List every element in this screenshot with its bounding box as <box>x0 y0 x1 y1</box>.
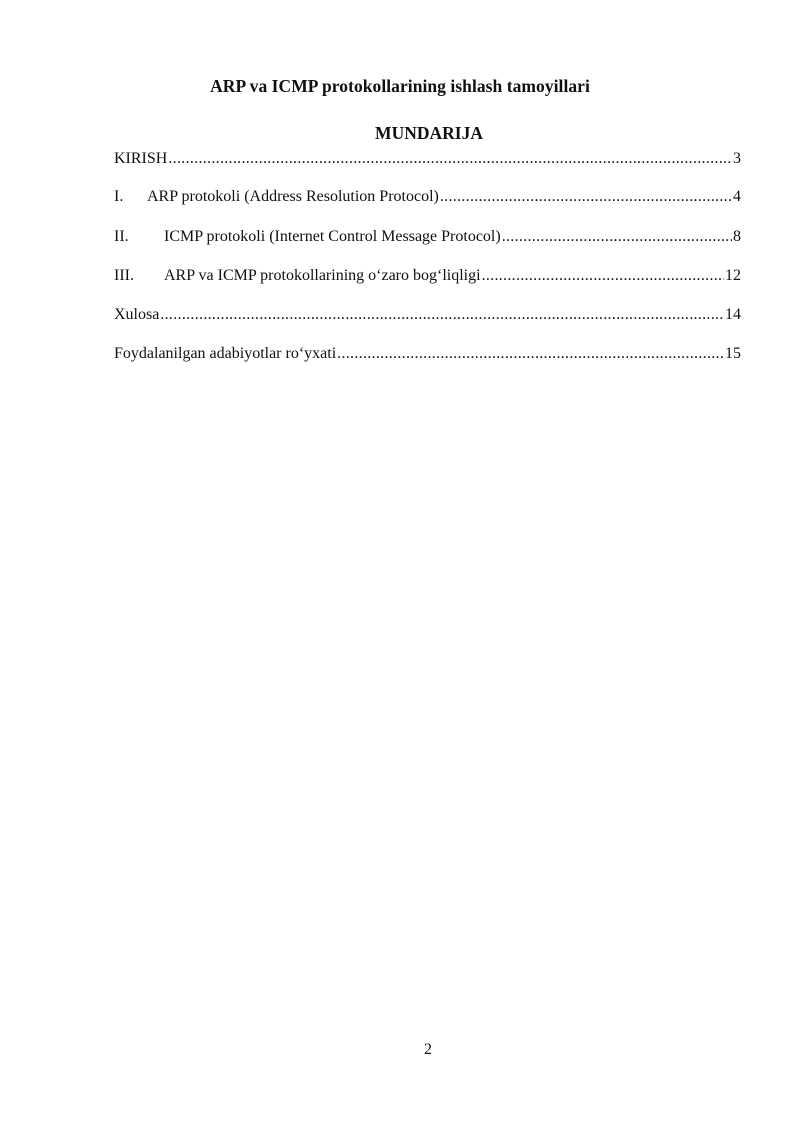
toc-entry-kirish[interactable] <box>114 149 741 169</box>
toc-heading: MUNDARIJA <box>375 123 483 143</box>
toc-entry-label: ARP va ICMP protokollarining o‘zaro bog‘liqligi <box>164 267 481 284</box>
page-number: 2 <box>424 1041 432 1058</box>
toc-entry-label: Foydalanilgan adabiyotlar ro‘yxati <box>114 345 337 362</box>
toc-page-number: 14 <box>725 306 741 323</box>
toc-entry-label: ARP protokoli (Address Resolution Protocol) <box>147 188 439 205</box>
toc-page-number: 4 <box>733 188 741 205</box>
toc-entry-relation[interactable] <box>114 266 741 286</box>
toc-dot-leader <box>168 149 732 169</box>
toc-entry-label: Xulosa <box>114 306 160 323</box>
toc-entry-arp[interactable] <box>114 187 741 207</box>
toc-page-number: 3 <box>733 150 741 167</box>
toc-section-number: III. <box>114 267 134 284</box>
toc-entry-label: KIRISH <box>114 150 168 167</box>
toc-entry-adabiyotlar[interactable] <box>114 344 741 364</box>
toc-entry-label: ICMP protokoli (Internet Control Message Protocol) <box>164 228 501 245</box>
toc-dot-leader <box>482 266 724 286</box>
toc-section-number: I. <box>114 188 124 205</box>
toc-page-number: 12 <box>725 267 741 284</box>
toc-page-number: 8 <box>733 228 741 245</box>
toc-dot-leader <box>440 187 732 207</box>
document-title: ARP va ICMP protokollarining ishlash tamoyillari <box>210 76 590 96</box>
toc-page-number: 15 <box>725 345 741 362</box>
toc-dot-leader <box>160 305 724 325</box>
toc-dot-leader <box>337 344 724 364</box>
toc-section-number: II. <box>114 228 129 245</box>
toc-dot-leader <box>502 227 732 247</box>
toc-entry-xulosa[interactable] <box>114 305 741 325</box>
toc-entry-icmp[interactable] <box>114 227 741 247</box>
